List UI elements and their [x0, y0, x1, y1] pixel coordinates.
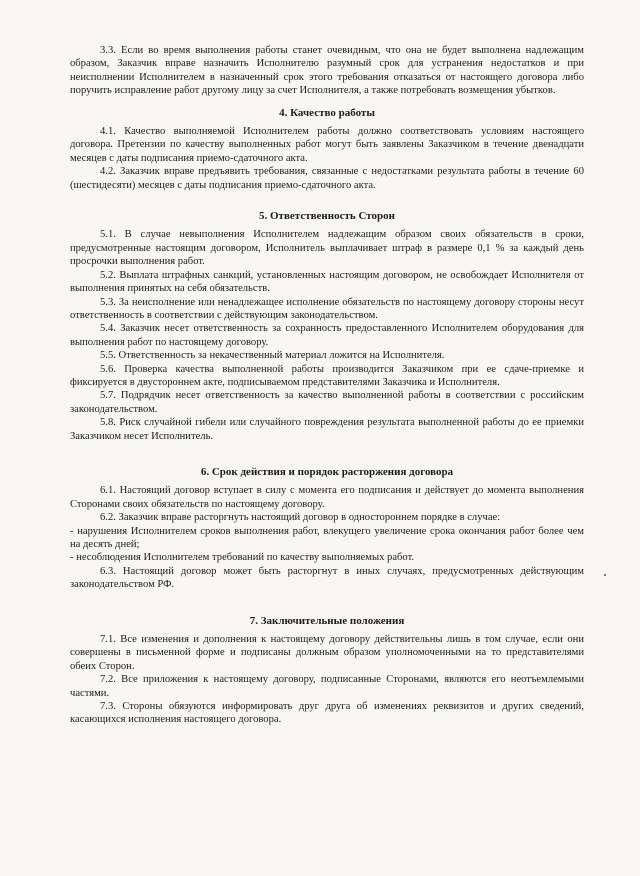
clause-5-6-text: 5.6. Проверка качества выполненной работы производится Заказчиком при ее сдаче-приемке и фиксируется в двустороннем акте, подписываемом представителями Заказчика и Исполнителя. [70, 363, 584, 388]
clause-5-2 [70, 269, 584, 296]
clause-6-2 [70, 511, 584, 524]
clause-5-1-text: 5.1. В случае невыполнения Исполнителем надлежащим образом своих обязательств в сроки, предусмотренные настоящим договором, Исполнитель выплачивает штраф в размере 0,1 % за каждый день просрочки выполнения работ. [70, 229, 584, 268]
clause-5-3-text: 5.3. За неисполнение или ненадлежащее исполнение обязательств по настоящему договору стороны несут ответственность в соответствии с действующим законодательством. [70, 296, 584, 321]
section-6-heading: 6. Срок действия и порядок расторжения договора [200, 465, 454, 478]
clause-3-3 [70, 44, 584, 98]
clause-5-2-text: 5.2. Выплата штрафных санкций, установленных настоящим договором, не освобождает Исполнителя от выполнения принятых на себя обязательств. [70, 269, 584, 295]
scan-dot [604, 574, 606, 576]
clause-6-3-text: 6.3. Настоящий договор может быть расторгнут в иных случаях, предусмотренных действующим законодательством РФ. [70, 565, 584, 591]
clause-5-4-text: 5.4. Заказчик несет ответственность за сохранность предоставленного Исполнителем оборудования для выполнения работ по настоящему договору. [70, 323, 584, 348]
clause-5-8 [70, 416, 584, 443]
clause-5-5 [70, 349, 584, 362]
clause-5-5-text: 5.5. Ответственность за некачественный материал ложится на Исполнителя. [100, 350, 445, 362]
clause-7-1 [70, 633, 584, 673]
clause-7-1-text: 7.1. Все изменения и дополнения к настоящему договору действительны лишь в том случае, если они совершены в письменной форме и подписаны должным образом уполномоченными на то представителями обеих Сторон. [70, 634, 584, 672]
clause-7-3 [70, 700, 584, 727]
clause-7-2 [70, 673, 584, 700]
clause-5-6 [70, 363, 584, 390]
clause-4-1-text: 4.1. Качество выполняемой Исполнителем работы должно соответствовать условиям настоящего договора. Претензии по качеству выполненных работ могут быть заявлены Заказчиком в течение двенадцати месяцев с даты подписания приемо-сдаточного акта. [70, 126, 584, 164]
section-4-heading: 4. Качество работы [279, 106, 375, 119]
clause-7-3-text: 7.3. Стороны обязуются информировать друг друга об изменениях реквизитов и других сведений, касающихся исполнения настоящего договора. [70, 701, 584, 726]
section-7-heading: 7. Заключительные положения [249, 614, 405, 627]
clause-7-2-text: 7.2. Все приложения к настоящему договору, подписанные Сторонами, являются его неотъемлемыми частями. [70, 674, 584, 699]
clause-5-1 [70, 228, 584, 268]
clause-6-2-text: 6.2. Заказчик вправе расторгнуть настоящий договор в одностороннем порядке в случае: [100, 512, 501, 524]
clause-4-2 [70, 165, 584, 192]
clause-6-1 [70, 484, 584, 511]
clause-4-2-text: 4.2. Заказчик вправе предъявить требования, связанные с недостатками результата работы в течение 60 (шестидесяти) месяцев с даты подписания приемо-сдаточного акта. [70, 166, 584, 191]
clause-5-8-text: 5.8. Риск случайной гибели или случайного повреждения результата выполненной работы до ее приемки Заказчиком несет Исполнитель. [70, 417, 584, 442]
section-5-heading: 5. Ответственность Сторон [259, 210, 395, 223]
clause-6-2-item-1: - нарушения Исполнителем сроков выполнения работ, влекущего увеличение срока окончания работ более чем на десять дней; [70, 525, 584, 550]
clause-6-2-item-2: - несоблюдения Исполнителем требований по качеству выполняемых работ. [70, 552, 415, 564]
clause-6-1-text: 6.1. Настоящий договор вступает в силу с момента его подписания и действует до момента выполнения Сторонами своих обязательств по настоящему договору. [70, 485, 584, 510]
clause-5-7-text: 5.7. Подрядчик несет ответственность за качество выполненной работы в соответствии с российским законодательством. [70, 390, 584, 415]
clause-5-4 [70, 322, 584, 349]
clause-4-1 [70, 125, 584, 165]
clause-6-3 [70, 565, 584, 592]
clause-5-7 [70, 389, 584, 416]
clause-3-3-text: 3.3. Если во время выполнения работы станет очевидным, что она не будет выполнена надлежащим образом, Заказчик вправе назначить Исполнителю разумный срок для устранения недостатков и при неисполнении Исполнителем в назначенный срок этого требования отказаться от настоящего договора либо поручить исправление работ другому лицу за счет Исполнителя, а также потребовать возмещения убытков. [70, 45, 584, 97]
clause-5-3 [70, 296, 584, 323]
